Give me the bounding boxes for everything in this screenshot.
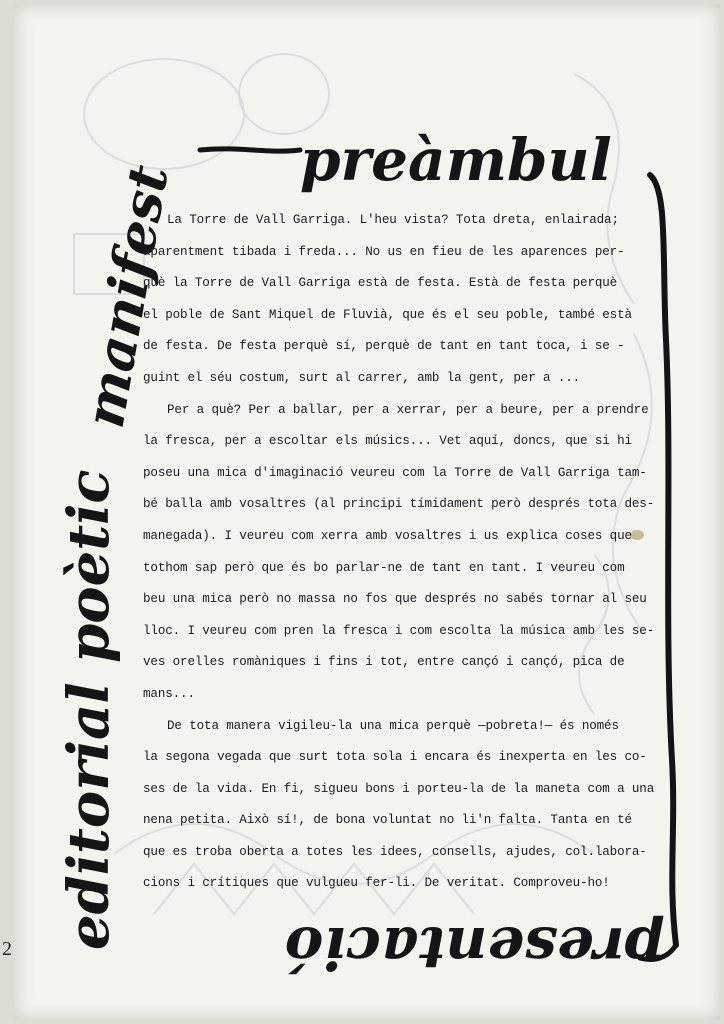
text-line: cions i crítiques que vulgueu fer-li. De veritat. Comproveu-ho! <box>143 876 610 891</box>
text-line: que es troba oberta a totes les idees, consells, ajudes, col.labora- <box>143 844 647 859</box>
frame-top-line <box>200 149 300 151</box>
text-line: tothom sap però que és bo parlar-ne de tant en tant. I veureu com <box>143 560 625 575</box>
frame-word-manifest: manifest <box>71 160 181 433</box>
text-line: poseu una mica d'imaginació veureu com la Torre de Vall Garriga tam- <box>143 465 647 480</box>
text-line: la fresca, per a escoltar els músics... Vet aquí, doncs, que si hi <box>143 434 632 449</box>
typewritten-text <box>143 205 655 900</box>
text-line: el poble de Sant Miquel de Fluvià, que és el seu poble, també està <box>143 307 632 322</box>
frame-right-line <box>650 175 676 945</box>
text-line: lloc. I veureu com pren la fresca i com escolta la música amb les se- <box>143 623 655 638</box>
text-line: ses de la vida. En fi, sigueu bons i porteu-la de la maneta com a una <box>143 781 655 796</box>
text-line: ves orelles romàniques i fins i tot, entre cançó i cançó, pica de <box>143 655 625 670</box>
text-line: De tota manera vigileu-la una mica perquè —pobreta!— és només <box>167 718 619 733</box>
text-line: aparentment tibada i freda... No us en fieu de les aparences per- <box>143 244 625 259</box>
text-line: Per a què? Per a ballar, per a xerrar, per a beure, per a prendre <box>167 402 649 417</box>
frame-word-presentacio: presentació <box>284 914 665 982</box>
text-line: què la Torre de Vall Garriga està de festa. Està de festa perquè <box>143 276 618 291</box>
text-line: de festa. De festa perquè sí, perquè de tant en tant toca, i se - <box>143 339 625 354</box>
page-number: 2 <box>2 938 12 960</box>
frame-word-editorial-poetic: editorial poètic <box>56 469 122 950</box>
text-line: manegada). I veureu com xerra amb vosaltres i us explica coses que <box>143 528 632 543</box>
text-line: la segona vegada que surt tota sola i encara és inexperta en les co- <box>143 750 647 765</box>
text-line: nena petita. Això sí!, de bona voluntat no li'n falta. Tanta en té <box>143 813 632 828</box>
text-line: beu una mica però no massa no fos que després no sabés tornar al seu <box>143 592 647 607</box>
text-line: guint el séu costum, surt al carrer, amb la gent, per a ... <box>143 370 581 385</box>
text-line: mans... <box>143 686 195 701</box>
text-line: La Torre de Vall Garriga. L'heu vista? Tota dreta, enlairada; <box>167 213 619 227</box>
frame-word-preambul: preàmbul <box>300 126 612 194</box>
text-line: bé balla amb vosaltres (al principi tímidament però després tota des- <box>143 497 655 512</box>
